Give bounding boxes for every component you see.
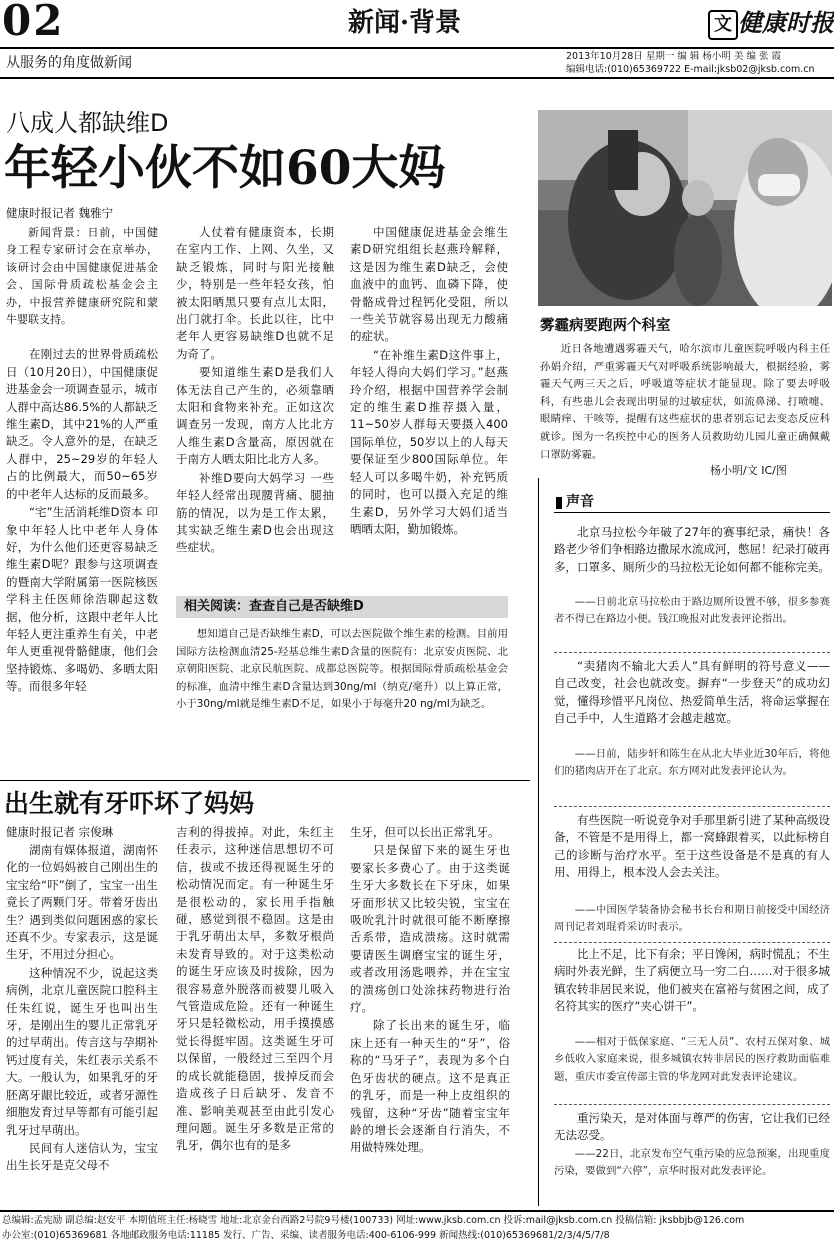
slogan: 从服务的角度做新闻 <box>6 55 132 71</box>
footer-contacts: 办公室:(010)65369681 各地邮政服务电话:11185 发行、广告、采编、读者服务电话:400-6106-999 新闻热线:(010)65369681/2/3/4/5/7/8 <box>2 1230 610 1241</box>
news-photo <box>538 110 832 306</box>
article-column-3 <box>350 824 510 1206</box>
logo-text: 健康时报 <box>738 8 834 37</box>
contact-line: 编辑电话:(010)65369722 E-mail:jksb02@jksb.com.cn <box>566 64 815 75</box>
voices-marker <box>556 497 562 509</box>
section-title: 新闻·背景 <box>348 8 462 38</box>
voice-quote: “卖猪肉不输北大丢人”具有鲜明的符号意义——自己改变，社会也就改变。摒弃“一步登天”的成功幻觉，懂得珍惜平凡岗位、热爱简单生活，将命运掌握在自己手中，人生道路才会越走越宽。 <box>554 659 830 726</box>
photo-caption-title: 雾霾病要跑两个科室 <box>540 317 671 334</box>
byline: 健康时报记者 宗俊琳 <box>6 825 114 839</box>
headline: 年轻小伙不如60大妈 <box>4 141 446 196</box>
photo-caption-text: 近日各地遭遇雾霾天气，哈尔滨市儿童医院呼吸内科主任孙娟介绍，严重雾霾天气对呼吸系统影响最大，根据经验，雾霾天气两三天之后，呼吸道等症状才能显现。除了要去呼吸科，有些患儿会表现出明显的过敏症状，如流鼻涕、打喷嚏、眼睛痒、干咳等，提醒有这些症状的患者别忘记去变态反应科就诊。图为一名疾控中心的医务人员救助幼儿园儿童正确佩戴口罩防雾霾。 <box>540 343 830 461</box>
related-reading-text: 想知道自己是否缺维生素D，可以去医院做个维生素的检测。目前用国际方法检测血清25-羟基总维生素D含量的医院有：北京安贞医院、北京朝阳医院、北京民航医院、成都总医院等。根据国际骨质疏松基金会的标准，血清中维生素D含量达到30ng/ml（纳克/毫升）以上算正常，小于30ng/ml就是维生素D不足，如果小于每毫升20 ng/ml为缺乏。 <box>176 628 508 711</box>
paragraph: 吉利的得拔掉。对此，朱红主任表示，这种迷信思想切不可信，拔或不拔还得视诞生牙的松动情况而定。有一种诞生牙是很松动的，家长用手指触碰，感觉到很不稳固。这是由于乳牙萌出太早，多数牙根尚未发育导致的。对于这类松动的诞生牙应该及时拔除，因为很容易意外脱落而被婴儿吸入气管造成危险。还有一种诞生牙只是轻微松动，用手摸摸感觉长得挺牢固。这类诞生牙可以保留，一般经过三至四个月的成长就能稳固，拔掉反而会造成孩子日后缺牙、发音不准、影响美观甚至由此引发心理问题。诞生牙多数是正常的乳牙，偶尔也有的是多 <box>176 825 334 1153</box>
kicker: 八成人都缺维D <box>6 109 169 137</box>
date-line: 2013年10月28日 星期一 编 辑 杨小明 美 编 张 霞 <box>566 51 782 62</box>
voice-quote: 比上不足，比下有余；平日馋闲，病时慌乱；不生病时外表光鲜，生了病便立马一穷二白……对于很多城镇农转非居民来说，他们被夹在富裕与贫困之间，成了名符其实的医疗“夹心饼干”。 <box>554 947 830 1014</box>
article-column-3 <box>350 224 508 590</box>
paragraph: 湖南有媒体报道，湖南怀化的一位妈妈被自己刚出生的宝宝给“吓”倒了，宝宝一出生竟长了两颗门牙。带着牙齿出生？遇到类似问题困惑的家长还真不少。专家表示，这是诞生牙，不用过分担心。 <box>6 843 158 962</box>
logo-icon: 文 <box>708 10 738 40</box>
paragraph: 中国健康促进基金会维生素D研究组组长赵燕玲解释，这是因为维生素D缺乏，会使血液中的血钙、血磷下降，使骨骼成骨过程钙化受阻，所以一些关节就容易出现无力酸痛的症状。 <box>350 225 508 344</box>
footer-credits: 总编辑:孟宪励 副总编:赵安平 本期值班主任:杨晓雪 地址:北京金台西路2号院9号楼(100733) 网址:www.jksb.com.cn 投诉:mail@jksb.com.cn 投稿信箱: jksbbjb@126.com <box>2 1215 745 1226</box>
voice-source: ——日前，陆步轩和陈生在从北大毕业近30年后，将他们的猪肉店开在了北京。东方网对此发表评论认为。 <box>554 748 830 778</box>
voice-source: ——中国医学装备协会秘书长台和期日前接受中国经济周刊记者刘琨肴采访时表示。 <box>554 904 830 934</box>
article-column-1 <box>6 842 158 1206</box>
paragraph: 民间有人迷信认为，宝宝出生长牙是克父母不 <box>6 1140 158 1173</box>
voices-title: 声音 <box>566 494 594 510</box>
voice-quote: 重污染天，是对体面与尊严的伤害，它让我们已经无法忍受。 <box>554 1111 830 1143</box>
paragraph: 这种情况不少，说起这类病例，北京儿童医院口腔科主任朱红说，诞生牙也叫出生牙，是刚出生的婴儿正常乳牙的过早萌出。传言这与孕期补钙过度有关，朱红表示关系不大。一般认为，如果乳牙的牙胚离牙龈比较近，或者牙源性细胞发育过早等都有可能引起乳牙过早萌出。 <box>6 965 158 1137</box>
article-column-2 <box>176 824 334 1206</box>
news-background: 新闻背景：日前，中国健身工程专家研讨会在京举办，该研讨会由中国健康促进基金会、国际骨质疏松基金会主办，中报营养健康研究院和蒙牛婴联支持。 <box>6 226 158 327</box>
photo-image <box>538 110 832 306</box>
related-reading-title: 相关阅读：查查自己是否缺维D <box>184 599 364 614</box>
photo-credit: 杨小明/文 IC/图 <box>710 464 787 477</box>
paragraph: 在刚过去的世界骨质疏松日（10月20日），中国健康促进基金会一项调查显示，城市人群中高达86.5%的人都缺乏维生素D，其中21%的人严重缺乏。令人意外的是，在缺乏人群中，25~29岁的年轻人占的比例最大，而50~65岁的中老年人达标的反而最多。 <box>6 347 158 501</box>
paragraph: “宅”生活消耗维D资本 印象中年轻人比中老年人身体好，为什么他们还更容易缺乏维生素D呢？跟参与这项调查的暨南大学附属第一医院核医学科主任医师徐浩聊起这数据，他分析，这跟中老年人比年轻人更注重养生有关，中老年人更重视骨骼健康，他们会坚持锻炼、多喝奶、多晒太阳等。而很多年轻 <box>6 505 158 694</box>
voice-source: ——相对于低保家庭、“三无人员”、农村五保对象、城乡低收入家庭来说，很多城镇农转非居民的医疗救助面临难题，重庆市委宣传部主管的华龙网对此发表评论建议。 <box>554 1036 830 1083</box>
paragraph: 补维D要向大妈学习 一些年轻人经常出现腰背痛、腿抽筋的情况，以为是工作太累，其实缺乏维生素D也会出现这些症状。 <box>176 470 334 555</box>
paragraph: 要知道维生素D是我们人体无法自己产生的，必须靠晒太阳和食物来补充。正如这次调查另一发现，南方人比北方人维生素D含量高，原因就在于南方人晒太阳比北方人多。 <box>176 365 334 467</box>
voice-quote: 有些医院一听说竞争对手那里新引进了某种高级设备，不管是不是用得上，都一窝蜂跟着买，以此标榜自己的诊断与治疗水平。至于这些设备是不是真的有人用、用得上，根本没人会去关注。 <box>554 813 830 880</box>
headline: 出生就有牙吓坏了妈妈 <box>4 789 255 818</box>
article-column-1 <box>6 224 158 744</box>
voice-quote: 北京马拉松今年破了27年的赛事纪录，痛快！各路老少爷们争相路边撒尿水流成河，憋屈！纪录打破再多，口罩多、厕所少的马拉松无论如何都不能称完美。 <box>554 525 830 574</box>
voice-source: ——22日，北京发布空气重污染的应急预案，出现重度污染，要做到“六停”，京华时报对此发表评论。 <box>554 1148 830 1178</box>
paragraph: 人仗着有健康资本，长期在室内工作、上网、久坐，又缺乏锻炼，同时与阳光接触少，特别是一些年轻女孩，怕被太阳晒黑只要有点儿太阳，出门就打伞。长此以往，比中老年人更容易缺维D也就不足为奇了。 <box>176 225 334 361</box>
paragraph: 生牙，但可以长出正常乳牙。 <box>350 825 500 839</box>
byline: 健康时报记者 魏雅宁 <box>6 206 114 220</box>
voice-source: ——日前北京马拉松由于路边厕所设置不够，很多参赛者不得已在路边小便。钱江晚报对此发表评论指出。 <box>554 596 830 626</box>
paragraph: “在补维生素D这件事上，年轻人得向大妈们学习。”赵燕玲介绍，根据中国营养学会制定的维生素D推荐摄入量，11~50岁人群每天要摄入400国际单位，50岁以上的人每天要保证至少800国际单位。年轻人可以多喝牛奶，补充钙质的同时，也可以摄入充足的维生素D，另外学习大妈们适当晒晒太阳，勤加锻炼。 <box>350 347 508 536</box>
page-number: 02 <box>2 0 65 45</box>
paragraph: 除了长出来的诞生牙，临床上还有一种天生的“牙”，俗称的“马牙子”，表现为多个白色牙齿状的硬点。这不是真正的乳牙，而是一种上皮组织的残留，这种“牙齿”随着宝宝年龄的增长会逐渐自行消失，不用做特殊处理。 <box>350 1018 510 1155</box>
paragraph: 只是保留下来的诞生牙也要家长多费心了。由于这类诞生牙大多数长在下牙床，如果牙面形状又比较尖锐，宝宝在吸吮乳汁时就很可能不断摩擦舌系带，造成溃疡。这时就需要请医生调磨宝宝的诞生牙，或者改用汤匙喂养，并在宝宝的溃疡创口处涂抹药物进行治疗。 <box>350 843 510 1015</box>
article-column-2 <box>176 224 334 590</box>
